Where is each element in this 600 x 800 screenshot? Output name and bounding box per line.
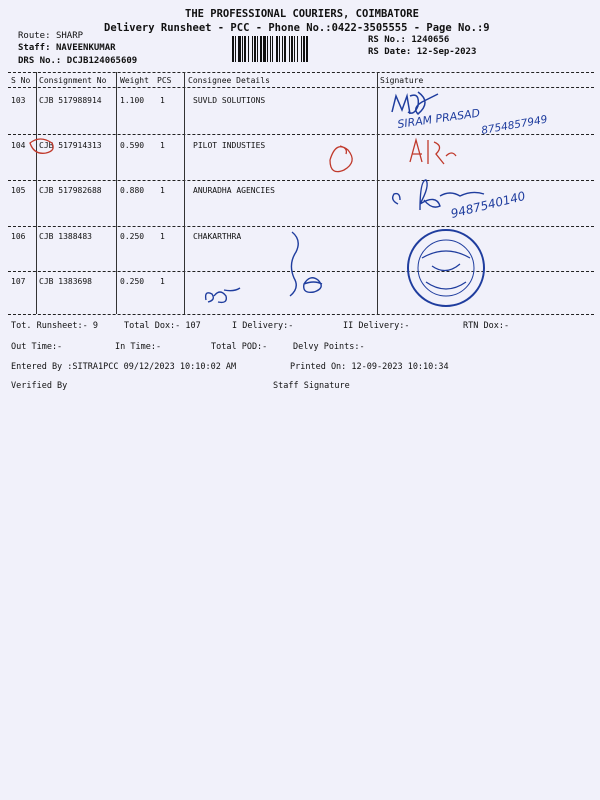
row-consignee: ANURADHA AGENCIES bbox=[193, 186, 275, 195]
drs-line bbox=[18, 56, 137, 66]
in-time: In Time:- bbox=[115, 342, 162, 352]
drs-label: DRS No.: bbox=[18, 56, 62, 66]
row-consignment: CJB 1383698 bbox=[39, 277, 92, 286]
total-dox: Total Dox:- 107 bbox=[124, 321, 201, 331]
row-rule-1 bbox=[8, 134, 594, 135]
row-sno: 106 bbox=[11, 232, 26, 241]
route-line bbox=[18, 31, 83, 41]
total-pod: Total POD:- bbox=[211, 342, 268, 352]
sig3-phone: 9487540140 bbox=[449, 188, 527, 221]
route-value: SHARP bbox=[55, 31, 84, 41]
row-pcs: 1 bbox=[160, 277, 165, 286]
i-delivery: I Delivery:- bbox=[232, 321, 294, 331]
printed-on: Printed On: 12-09-2023 10:10:34 bbox=[290, 362, 449, 372]
red-scribble-center bbox=[330, 146, 352, 172]
verified-by: Verified By bbox=[11, 381, 68, 391]
row-consignment: CJB 517982688 bbox=[39, 186, 102, 195]
entered-by: Entered By :SITRA1PCC 09/12/2023 10:10:02 AM bbox=[11, 362, 237, 372]
col-header-signature: Signature bbox=[380, 76, 424, 85]
row-weight: 1.100 bbox=[120, 96, 145, 105]
table-header-rule bbox=[8, 87, 594, 88]
row-sno: 103 bbox=[11, 96, 26, 105]
row-pcs: 1 bbox=[160, 232, 165, 241]
col-header-weight: Weight bbox=[120, 76, 149, 85]
table-bottom-rule bbox=[8, 314, 594, 315]
col-header-consignment: Consignment No bbox=[39, 76, 107, 85]
staff-line bbox=[18, 43, 116, 53]
row-pcs: 1 bbox=[160, 186, 165, 195]
signature-scribble-1 bbox=[392, 92, 438, 114]
out-time: Out Time:- bbox=[11, 342, 63, 352]
red-scribble-sign bbox=[410, 140, 456, 164]
row-weight: 0.880 bbox=[120, 186, 145, 195]
row-weight: 0.250 bbox=[120, 232, 145, 241]
row-weight: 0.590 bbox=[120, 141, 145, 150]
signature-scribble-4 bbox=[290, 232, 322, 296]
row-consignment: CJB 1388483 bbox=[39, 232, 92, 241]
row-consignee: SUVLD SOLUTIONS bbox=[193, 96, 266, 105]
tot-runsheet: Tot. Runsheet:- 9 bbox=[11, 321, 98, 331]
col-header-sno: S No bbox=[11, 76, 31, 85]
row-rule-3 bbox=[8, 226, 594, 227]
company-stamp bbox=[408, 230, 484, 306]
sig1-name: SIRAM PRASAD bbox=[396, 106, 481, 131]
row-rule-4 bbox=[8, 271, 594, 272]
staff-value: NAVEENKUMAR bbox=[55, 43, 116, 53]
sig1-phone: 8754857949 bbox=[480, 113, 549, 137]
row-sno: 107 bbox=[11, 277, 26, 286]
row-sno: 105 bbox=[11, 186, 26, 195]
route-label: Route: bbox=[18, 31, 51, 41]
delvy-points: Delvy Points:- bbox=[293, 342, 365, 352]
row-consignee: PILOT INDUSTIES bbox=[193, 141, 266, 150]
drs-value: DCJB124065609 bbox=[66, 56, 138, 66]
row-consignee: CHAKARTHRA bbox=[193, 232, 242, 241]
rs-date: RS Date: 12-Sep-2023 bbox=[368, 47, 477, 57]
signature-scribble-5 bbox=[206, 288, 240, 302]
row-consignment: CJB 517914313 bbox=[39, 141, 102, 150]
staff-label: Staff: bbox=[18, 43, 51, 53]
staff-signature: Staff Signature bbox=[273, 381, 350, 391]
col-divider-1 bbox=[36, 72, 37, 314]
signature-scribble-3 bbox=[393, 180, 484, 210]
row-consignment: CJB 517988914 bbox=[39, 96, 102, 105]
col-header-consignee: Consignee Details bbox=[188, 76, 270, 85]
barcode bbox=[232, 36, 360, 62]
row-pcs: 1 bbox=[160, 96, 165, 105]
ii-delivery: II Delivery:- bbox=[343, 321, 410, 331]
row-sno: 104 bbox=[11, 141, 26, 150]
row-weight: 0.250 bbox=[120, 277, 145, 286]
company-title: THE PROFESSIONAL COURIERS, COIMBATORE bbox=[185, 8, 419, 20]
table-top-rule bbox=[8, 72, 594, 73]
col-header-pcs: PCS bbox=[157, 76, 172, 85]
runsheet-subtitle: Delivery Runsheet - PCC - Phone No.:0422-3505555 - Page No.:9 bbox=[104, 22, 490, 34]
col-divider-3 bbox=[184, 72, 185, 314]
col-divider-4 bbox=[377, 72, 378, 314]
row-pcs: 1 bbox=[160, 141, 165, 150]
row-rule-2 bbox=[8, 180, 594, 181]
col-divider-2 bbox=[116, 72, 117, 314]
rs-number: RS No.: 1240656 bbox=[368, 35, 450, 45]
rtn-dox: RTN Dox:- bbox=[463, 321, 510, 331]
